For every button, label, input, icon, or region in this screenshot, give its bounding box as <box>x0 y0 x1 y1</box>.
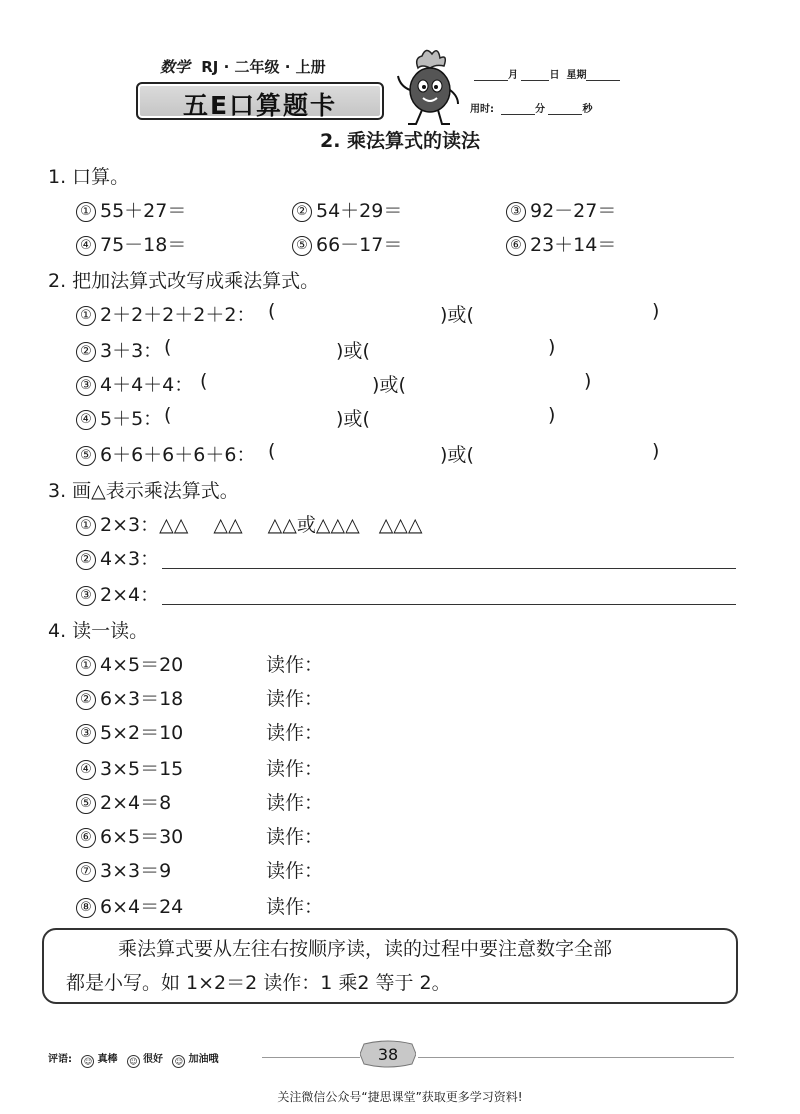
expression: 23＋14＝ <box>530 234 617 256</box>
good-face-icon[interactable]: ☺ <box>127 1055 140 1068</box>
q1-heading: 1. 口算。 <box>48 166 130 188</box>
expression: 3×5＝15 <box>100 758 184 780</box>
q3-heading: 3. 画△表示乘法算式。 <box>48 480 239 502</box>
q4-item <box>76 892 183 919</box>
item-number: ④ <box>76 760 96 780</box>
footer-rule-left <box>262 1057 360 1058</box>
q4-item <box>76 754 183 781</box>
expression: 6×3＝18 <box>100 688 184 710</box>
day-blank[interactable] <box>521 69 549 81</box>
item-number: ⑥ <box>76 828 96 848</box>
footer-rule-right <box>418 1057 734 1058</box>
rating-keep-going: 加油哦 <box>188 1054 219 1065</box>
answer-open-paren[interactable]: ( <box>164 336 172 358</box>
expression: 3＋3： <box>100 340 163 362</box>
minute-blank[interactable] <box>501 103 535 115</box>
drawing-line[interactable] <box>162 604 736 605</box>
item-number: ③ <box>506 202 526 222</box>
or-label: 或 <box>379 374 399 396</box>
q4-item <box>76 788 171 815</box>
minute-label: 分 <box>534 104 545 115</box>
expression: 6×5＝30 <box>100 826 184 848</box>
q2-item <box>76 336 162 363</box>
page-title: 2. 乘法算式的读法 <box>319 130 481 152</box>
item-number: ② <box>292 202 312 222</box>
q2-heading: 2. 把加法算式改写成乘法算式。 <box>48 270 320 292</box>
expression: 2×4＝8 <box>100 792 172 814</box>
q4-item <box>76 718 183 745</box>
read-as-label: 读作： <box>266 688 324 710</box>
month-label: 月 <box>508 70 518 81</box>
or-label: 或 <box>343 408 363 430</box>
q4-item <box>76 650 183 677</box>
read-as-label: 读作： <box>266 722 324 744</box>
q2-item <box>76 300 255 327</box>
second-label: 秒 <box>582 104 593 115</box>
expression: 5×2＝10 <box>100 722 184 744</box>
rating-great: 真棒 <box>97 1054 118 1065</box>
subject-name: 数学 <box>160 58 191 76</box>
item-number: ⑤ <box>76 794 96 814</box>
item-number: ⑤ <box>292 236 312 256</box>
expression: 6＋6＋6＋6＋6： <box>100 444 256 466</box>
subject-label <box>160 56 326 77</box>
or-label: 或 <box>447 444 467 466</box>
expression: 55＋27＝ <box>100 200 187 222</box>
item-number: ① <box>76 516 96 536</box>
answer-close-paren[interactable]: ) <box>584 370 592 392</box>
expression: 75－18＝ <box>100 234 187 256</box>
time-label: 用时: <box>470 104 494 115</box>
q2-item <box>76 404 162 431</box>
week-blank[interactable] <box>586 69 620 81</box>
read-as-label: 读作： <box>266 860 324 882</box>
expression: 2＋2＋2＋2＋2： <box>100 304 256 326</box>
mascot-illustration <box>392 46 464 130</box>
evaluation-row <box>48 1050 218 1068</box>
q2-item <box>76 440 255 467</box>
item-number: ③ <box>76 724 96 744</box>
drawing-line[interactable] <box>162 568 736 569</box>
item-number: ② <box>76 342 96 362</box>
day-label: 日 <box>549 70 560 81</box>
item-number: ① <box>76 306 96 326</box>
promo-note: 关注微信公众号“捷思课堂”获取更多学习资料! <box>277 1090 523 1104</box>
item-number: ② <box>76 550 96 570</box>
q3-item <box>76 510 423 537</box>
read-as-label: 读作： <box>266 654 324 676</box>
banner-title: 五E口算题卡 <box>182 91 338 120</box>
answer-open-paren[interactable]: ( <box>268 300 276 322</box>
month-blank[interactable] <box>474 69 508 81</box>
answer-close-paren[interactable]: ) <box>548 404 556 426</box>
read-as-label: 读作： <box>266 758 324 780</box>
q1-item <box>506 230 616 257</box>
q3-item <box>76 580 159 607</box>
answer-open-paren[interactable]: ( <box>268 440 276 462</box>
item-number: ⑦ <box>76 862 96 882</box>
q1-item <box>76 196 186 223</box>
or-separator: )或( <box>372 374 406 396</box>
item-number: ③ <box>76 586 96 606</box>
item-number: ⑧ <box>76 898 96 918</box>
date-fields <box>474 66 620 81</box>
or-separator: )或( <box>440 444 474 466</box>
rating-good: 很好 <box>142 1054 163 1065</box>
read-as-label: 读作： <box>266 792 324 814</box>
tip-box <box>42 928 738 1004</box>
tip-line-1: 乘法算式要从左往右按顺序读，读的过程中要注意数字全部 <box>118 938 613 960</box>
or-label: 或 <box>343 340 363 362</box>
q1-item <box>292 230 402 257</box>
or-separator: )或( <box>336 408 370 430</box>
time-fields <box>470 100 592 115</box>
expression: 3×3＝9 <box>100 860 172 882</box>
or-separator: )或( <box>336 340 370 362</box>
q3-item <box>76 544 159 571</box>
evaluation-label: 评语: <box>48 1054 72 1065</box>
q2-item <box>76 370 193 397</box>
answer-close-paren[interactable]: ) <box>548 336 556 358</box>
or-separator: )或( <box>440 304 474 326</box>
item-number: ⑥ <box>506 236 526 256</box>
expression: 92－27＝ <box>530 200 617 222</box>
cheer-face-icon[interactable]: ☺ <box>172 1055 185 1068</box>
or-label: 或 <box>447 304 467 326</box>
q4-item <box>76 856 171 883</box>
expression: 66－17＝ <box>316 234 403 256</box>
triangle-example: △△ △△ △△或△△△ △△△ <box>159 514 423 536</box>
q4-item <box>76 822 183 849</box>
great-face-icon[interactable]: ☺ <box>81 1055 94 1068</box>
item-number: ① <box>76 202 96 222</box>
expression: 4×5＝20 <box>100 654 184 676</box>
item-number: ① <box>76 656 96 676</box>
item-number: ⑤ <box>76 446 96 466</box>
q4-item <box>76 684 183 711</box>
q1-item <box>292 196 402 223</box>
book-banner <box>136 82 384 120</box>
read-as-label: 读作： <box>266 896 324 918</box>
expression: 54＋29＝ <box>316 200 403 222</box>
read-as-label: 读作： <box>266 826 324 848</box>
expression: 6×4＝24 <box>100 896 184 918</box>
expression: 5＋5： <box>100 408 163 430</box>
grade-label: RJ · 二年级 · 上册 <box>201 58 326 76</box>
item-number: ④ <box>76 410 96 430</box>
item-number: ② <box>76 690 96 710</box>
page-number-badge <box>360 1040 416 1068</box>
expression: 4＋4＋4： <box>100 374 194 396</box>
q4-heading: 4. 读一读。 <box>48 620 149 642</box>
item-number: ④ <box>76 236 96 256</box>
q1-item <box>506 196 616 223</box>
item-number: ③ <box>76 376 96 396</box>
expression: 2×3： <box>100 514 160 536</box>
second-blank[interactable] <box>548 103 582 115</box>
week-label: 星期 <box>566 70 587 81</box>
expression: 2×4： <box>100 584 160 606</box>
q1-item <box>76 230 186 257</box>
expression: 4×3： <box>100 548 160 570</box>
answer-open-paren[interactable]: ( <box>200 370 208 392</box>
answer-close-paren[interactable]: ) <box>652 440 660 462</box>
tip-line-2: 都是小写。如 1×2＝2 读作：1 乘2 等于 2。 <box>66 972 451 994</box>
answer-close-paren[interactable]: ) <box>652 300 660 322</box>
answer-open-paren[interactable]: ( <box>164 404 172 426</box>
page-number: 38 <box>377 1045 399 1064</box>
